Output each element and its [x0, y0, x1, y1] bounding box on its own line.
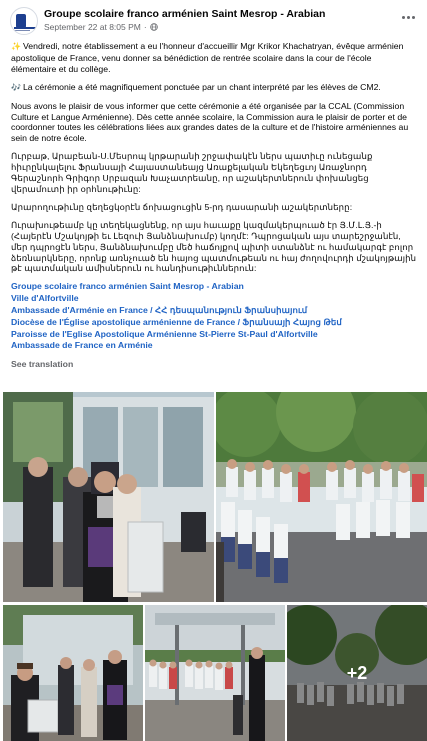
music-notes-icon: 🎶	[11, 82, 21, 92]
post-meta	[44, 22, 158, 32]
tag-link-embassy-france[interactable]: Ambassade de France en Arménie	[11, 340, 153, 351]
post-paragraph: 🎶 La cérémonie a été magnifiquement ponctuée par un chant interprété par les élèves de CM2.	[11, 81, 381, 92]
post-paragraph-armenian: Ուրախութեամբ կը տեղեկացնենք, որ այս հաւաքը կազմակերպուած էր Յ.Մ.Լ.Յ.-ի (Հայերէն Մշակոյթի եւ Լեզուի Յանձնախումբ) կողմէ: Դպրոցական այս տարեշրջանէն, մեր դպրոցէն ներս, Յանձնախումբը մեծ հաճոյքով պիտի ստանձնէ ու համակարգէ բոլոր ձեռնարկները, որոնք առնչուած են հայոց պատմութեան ու հայ ժողովուրդի մշակոյթային թէ պատմական ամիսներուն ու հանդիսութիւններուն:	[11, 219, 417, 274]
tag-link-diocese[interactable]: Diocèse de l'Église apostolique arménienne de France / Ֆրանսայի Հայոց Թեմ	[11, 316, 342, 327]
post-timestamp[interactable]: September 22 at 8:05 PM	[44, 22, 141, 32]
page-name-link[interactable]: Groupe scolaire franco arménien Saint Mesrop - Arabian	[44, 8, 326, 20]
tag-link-parish[interactable]: Paroisse de l'Eglise Apostolique Arménienne St-Pierre St-Paul d'Alfortville	[11, 328, 318, 339]
photo-students-singing[interactable]	[216, 392, 427, 602]
more-photos-count: +2	[346, 662, 368, 683]
photo-courtyard-gathering[interactable]	[145, 605, 285, 741]
more-options-icon[interactable]	[399, 10, 417, 24]
post-header	[0, 0, 427, 40]
post-paragraph: Nous avons le plaisir de vous informer que cette cérémonie a été organisée par la CCAL (Commission Culture et Langue Arménienne). Dès cette année scolaire, la Commission aura le plaisir de porter et de coordonner toutes les célébrations liées aux grandes dates de la culture et de l'histoire arméniennes au sein de notre école.	[11, 100, 409, 144]
tag-link-alfortville[interactable]: Ville d'Alfortville	[11, 293, 79, 304]
see-translation-link[interactable]: See translation	[11, 359, 74, 370]
photo-woman-at-lectern[interactable]	[3, 605, 143, 741]
photo-grid	[0, 392, 427, 741]
page-avatar[interactable]	[10, 7, 38, 35]
school-logo-bar-small	[14, 30, 30, 31]
photo-bishop-speaking[interactable]	[3, 392, 214, 602]
school-logo-mark	[16, 14, 26, 28]
post-paragraph-armenian: Ուրբաթ, Արաբեան-Ս.Մեսրոպ կրթարանի շրջափակէն ներս պատիւը ունեցանք հիւրընկալելու Ֆրանսայի Հայաստանեայց Առաքելական Եկեղեցւոյ Առաջնորդ Գերաշնորհ Գրիգոր Սրբազան Խաչատրեանը, որ աշակերտներուն փոխանցեց վերամուտի իր օրհնութիւնը:	[11, 151, 373, 194]
school-logo-bar	[14, 27, 36, 29]
tag-link-school[interactable]: Groupe scolaire franco arménien Saint Mesrop - Arabian	[11, 281, 244, 292]
globe-icon	[150, 23, 158, 31]
more-photos-overlay[interactable]	[287, 605, 427, 741]
sparkles-icon: ✨	[11, 42, 21, 51]
post-paragraph: ✨ Vendredi, notre établissement a eu l'honneur d'accueillir Mgr Krikor Khachatryan, évêque arménien apostolique de France, venu donner sa bénédiction de rentrée scolaire dans la cour de l'école élémentaire et du collège.	[11, 41, 404, 74]
post-paragraph-armenian: Արարողութիւնը զեղեցկօրէն ճոխացուցին 5-րդ դասարանի աշակերտները:	[11, 201, 353, 212]
photo-courtyard-trees[interactable]	[287, 605, 427, 741]
tagged-pages	[11, 281, 418, 352]
meta-separator: ·	[143, 22, 147, 32]
tag-link-embassy-armenia[interactable]: Ambassade d'Arménie en France / ՀՀ դեսպանություն Ֆրանսիայում	[11, 304, 308, 315]
post-body	[11, 41, 418, 370]
